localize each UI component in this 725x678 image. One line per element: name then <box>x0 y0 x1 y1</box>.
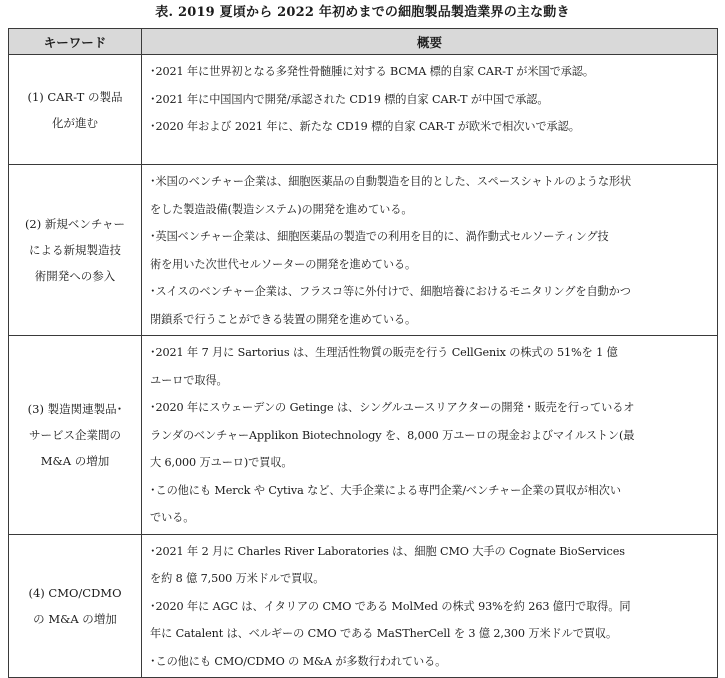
table-row <box>9 534 718 678</box>
header-summary: 概要 <box>142 29 718 55</box>
table-row <box>9 55 718 165</box>
summary-line: ･スイスのベンチャー企業は、フラスコ等に外付けで、細胞培養におけるモニタリングを自動かつ <box>150 285 631 298</box>
summary-line: でいる。 <box>150 511 195 524</box>
summary-line: をした製造設備(製造システム)の開発を進めている。 <box>150 202 413 216</box>
keyword-cell <box>9 534 142 678</box>
table-row <box>9 165 718 336</box>
summary-line: ユーロで取得。 <box>150 373 228 387</box>
keyword-line: サービス企業間の <box>29 427 121 442</box>
summary-line: 大 6,000 万ユーロ)で買収。 <box>150 456 293 469</box>
summary-line: ･米国のベンチャー企業は、細胞医薬品の自動製造を目的とした、スペースシャトルのような形状 <box>150 175 632 188</box>
summary-line: ･2020 年に AGC は、イタリアの CMO である MolMed の株式 93%を約 263 億円で取得。同 <box>150 599 631 613</box>
keyword-line: (4) CMO/CDMO <box>28 585 122 600</box>
summary-cell <box>142 165 718 336</box>
summary-line: ･2021 年 7 月に Sartorius は、生理活性物質の販売を行う CellGenix の株式の 51%を 1 億 <box>150 346 618 359</box>
keyword-line: (3) 製造関連製品･ <box>27 401 123 416</box>
summary-line: を約 8 億 7,500 万米ドルで買収。 <box>150 572 325 585</box>
summary-cell <box>142 534 718 678</box>
summary-line: ･2020 年にスウェーデンの Getinge は、シングルユースリアクターの開発・販売を行っているオ <box>150 401 635 414</box>
summary-line: 閉鎖系で行うことができる装置の開発を進めている。 <box>150 312 417 326</box>
keyword-line: M&A の増加 <box>40 453 110 468</box>
industry-trends-table <box>8 28 718 678</box>
keyword-line: 化が進む <box>52 115 98 130</box>
summary-line: 年に Catalent は、ベルギーの CMO である MaSTherCell を 3 億 2,300 万米ドルで買収。 <box>150 627 618 640</box>
keyword-line: (1) CAR-T の製品 <box>27 89 123 104</box>
summary-line: ･2021 年に中国国内で開発/承認された CD19 標的自家 CAR-T が中国で承認。 <box>150 92 549 106</box>
summary-cell <box>142 336 718 535</box>
summary-line: ･この他にも Merck や Cytiva など、大手企業による専門企業/ベンチャー企業の買収が相次い <box>150 483 621 497</box>
summary-line: 術を用いた次世代セルソーターの開発を進めている。 <box>150 257 417 271</box>
summary-line: ･英国ベンチャー企業は、細胞医薬品の製造での利用を目的に、渦作動式セルソーティング技 <box>150 230 609 243</box>
keyword-line: による新規製造技 <box>29 243 121 257</box>
keyword-cell <box>9 165 142 336</box>
summary-line: ･2021 年に世界初となる多発性骨髄腫に対する BCMA 標的自家 CAR-T が米国で承認。 <box>150 65 594 78</box>
keyword-cell <box>9 336 142 535</box>
keyword-line: の M&A の増加 <box>33 611 117 626</box>
summary-line: ･この他にも CMO/CDMO の M&A が多数行われている。 <box>150 654 447 668</box>
keyword-line: 術開発への参入 <box>34 269 116 283</box>
header-row <box>9 29 718 55</box>
table-caption: 表. 2019 夏頃から 2022 年初めまでの細胞製品製造業界の主な動き <box>155 5 570 20</box>
table-row <box>9 336 718 535</box>
header-keyword: キーワード <box>9 29 142 55</box>
summary-cell <box>142 55 718 165</box>
keyword-line: (2) 新規ベンチャー <box>24 217 126 231</box>
summary-line: ･2020 年および 2021 年に、新たな CD19 標的自家 CAR-T が欧米で相次いで承認。 <box>150 120 580 133</box>
summary-line: ･2021 年 2 月に Charles River Laboratories は、細胞 CMO 大手の Cognate BioServices <box>150 544 625 558</box>
summary-line: ランダのベンチャーApplikon Biotechnology を、8,000 万ユーロの現金およびマイルストン(最 <box>150 428 635 442</box>
keyword-cell <box>9 55 142 165</box>
